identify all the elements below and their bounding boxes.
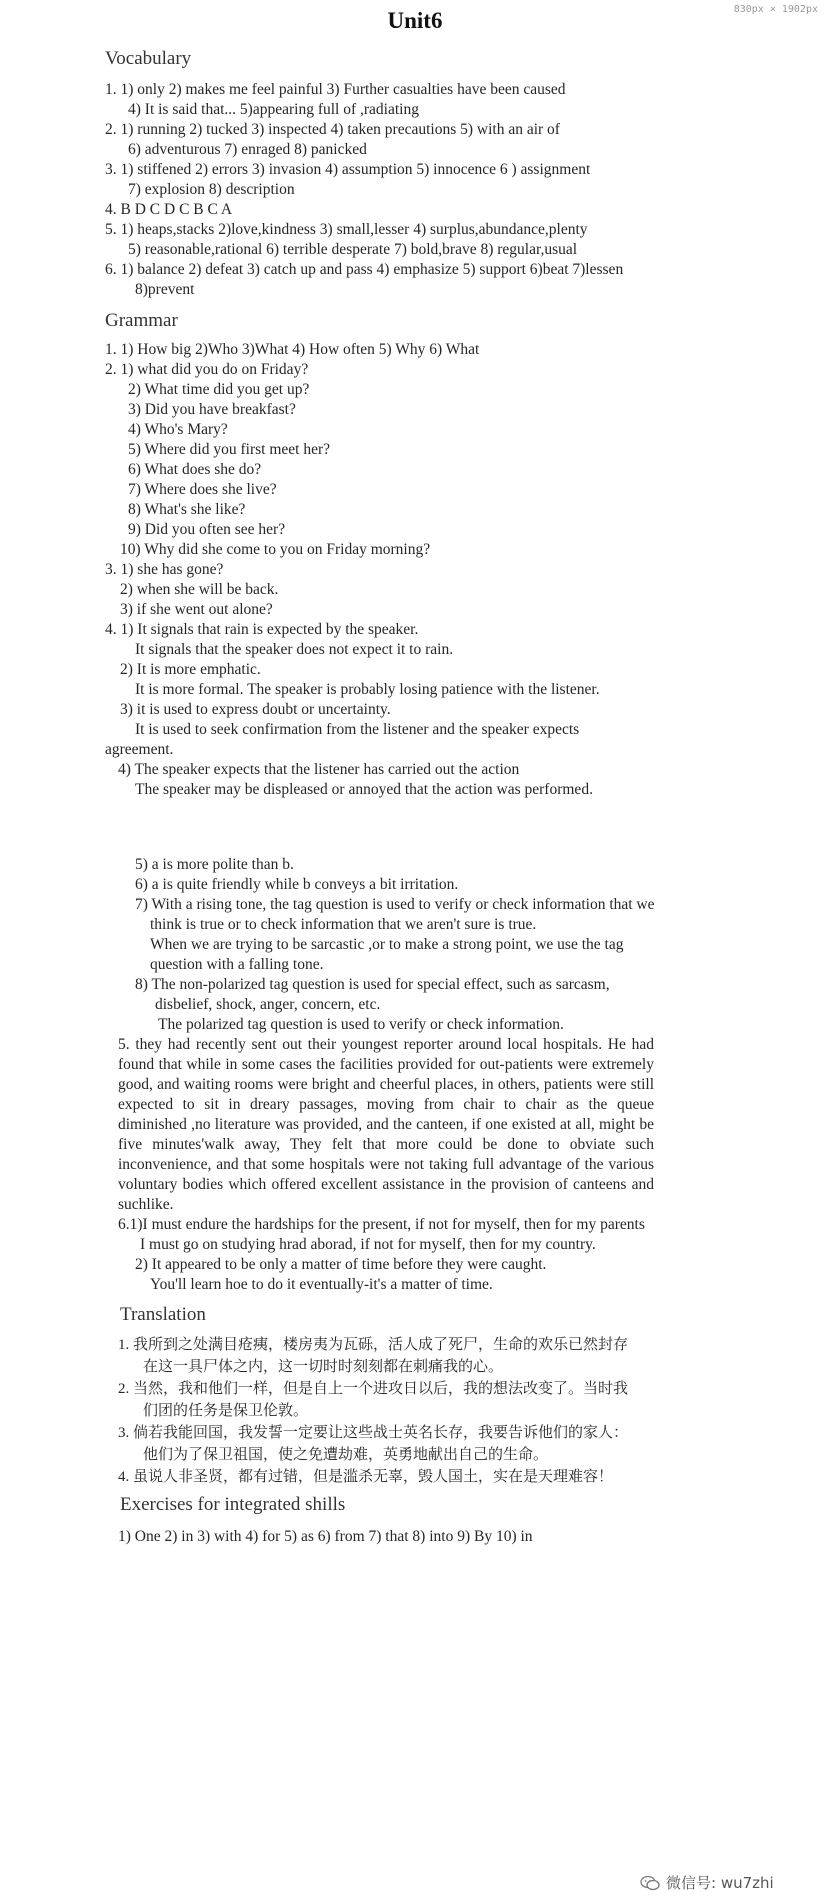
grammar-line: 1. 1) How big 2)Who 3)What 4) How often 5) Why 6) What [105, 341, 480, 358]
grammar-line: 4. 1) It signals that rain is expected by the speaker. [105, 621, 419, 638]
translation-line: 他们为了保卫祖国，使之免遭劫难，英勇地献出自己的生命。 [143, 1447, 549, 1463]
translation-line: 2. 当然，我和他们一样，但是自上一个进攻日以后，我的想法改变了。当时我 [118, 1381, 629, 1397]
grammar-line: 4) Who's Mary? [128, 421, 228, 438]
translation-line: 4. 虽说人非圣贤，都有过错，但是滥杀无辜，毁人国土，实在是天理难容！ [118, 1469, 614, 1485]
grammar-line: 2) What time did you get up? [128, 381, 310, 398]
grammar-line: 6) What does she do? [128, 461, 262, 478]
page-title: Unit6 [387, 8, 443, 33]
grammar-line: 7) With a rising tone, the tag question is used to verify or check information that we [135, 896, 655, 913]
grammar-line: 2) It appeared to be only a matter of time before they were caught. [135, 1256, 547, 1273]
paragraph-line: found that while in some cases the facilities provided for out-patients were extremely [118, 1056, 654, 1073]
paragraph-line: inconvenience, and that some hospitals were not taking full advantage of the various [118, 1156, 654, 1173]
grammar-line: 5) a is more polite than b. [135, 856, 294, 873]
vocab-line: 5) reasonable,rational 6) terrible desperate 7) bold,brave 8) regular,usual [128, 241, 578, 258]
grammar-line: 3) it is used to express doubt or uncertainty. [120, 701, 391, 718]
grammar-line: 3. 1) she has gone? [105, 561, 224, 578]
grammar-line: It is used to seek confirmation from the listener and the speaker expects [135, 721, 580, 738]
vocab-line: 6. 1) balance 2) defeat 3) catch up and pass 4) emphasize 5) support 6)beat 7)lessen [105, 261, 624, 278]
dimension-label: 830px × 1902px [733, 4, 818, 15]
vocab-line: 4. B D C D C B C A [105, 201, 233, 218]
grammar-line: 9) Did you often see her? [128, 521, 286, 538]
grammar-line: 8) The non-polarized tag question is used for special effect, such as sarcasm, [135, 976, 610, 993]
exercise-line: 1) One 2) in 3) with 4) for 5) as 6) from 7) that 8) into 9) By 10) in [118, 1528, 533, 1545]
translation-line: 在这一具尸体之内，这一切时时刻刻都在刺痛我的心。 [143, 1359, 504, 1375]
grammar-line: 5) Where did you first meet her? [128, 441, 330, 458]
paragraph-line: suchlike. [118, 1196, 174, 1213]
vocab-line: 8)prevent [135, 281, 195, 298]
grammar-line: It is more formal. The speaker is probably losing patience with the listener. [135, 681, 600, 698]
grammar-line: The speaker may be displeased or annoyed that the action was performed. [135, 781, 593, 798]
grammar-line: agreement. [105, 741, 174, 758]
watermark-label: 微信号: wu7zhi [666, 1874, 774, 1892]
paragraph-line: voluntary bodies which offered excellent assistance in the provision of canteens and [118, 1176, 654, 1193]
grammar-line: 2. 1) what did you do on Friday? [105, 361, 309, 378]
vocab-line: 2. 1) running 2) tucked 3) inspected 4) taken precautions 5) with an air of [105, 121, 560, 138]
grammar-line: 3) if she went out alone? [120, 601, 273, 618]
paragraph-line: good, and waiting rooms were bright and cheerful places, in others, patients were still [118, 1076, 654, 1093]
section-heading-grammar: Grammar [105, 310, 178, 331]
grammar-line: It signals that the speaker does not expect it to rain. [135, 641, 454, 658]
vocab-line: 3. 1) stiffened 2) errors 3) invasion 4) assumption 5) innocence 6 ) assignment [105, 161, 591, 178]
grammar-line: question with a falling tone. [150, 956, 324, 973]
grammar-line: disbelief, shock, anger, concern, etc. [155, 996, 381, 1013]
vocab-line: 1. 1) only 2) makes me feel painful 3) Further casualties have been caused [105, 81, 566, 98]
section-heading-translation: Translation [120, 1304, 206, 1325]
section-heading-exercises: Exercises for integrated shills [120, 1494, 346, 1515]
vocab-line: 7) explosion 8) description [128, 181, 295, 198]
grammar-line: When we are trying to be sarcastic ,or to make a strong point, we use the tag [150, 936, 624, 953]
translation-line: 3. 倘若我能回国，我发誓一定要让这些战士英名长存，我要告诉他们的家人： [118, 1425, 629, 1441]
grammar-line: 2) when she will be back. [120, 581, 279, 598]
grammar-line: 4) The speaker expects that the listener has carried out the action [118, 761, 520, 778]
wechat-icon [640, 1875, 660, 1891]
section-heading-vocabulary: Vocabulary [105, 48, 192, 69]
grammar-line: 6) a is quite friendly while b conveys a bit irritation. [135, 876, 459, 893]
grammar-line: 8) What's she like? [128, 501, 246, 518]
grammar-line: 7) Where does she live? [128, 481, 277, 498]
grammar-line: I must go on studying hrad aborad, if not for myself, then for my country. [140, 1236, 596, 1253]
grammar-line: think is true or to check information that we aren't sure is true. [150, 916, 537, 933]
watermark [640, 1872, 774, 1893]
grammar-line: 6.1)I must endure the hardships for the present, if not for myself, then for my parents [118, 1216, 645, 1233]
vocab-line: 5. 1) heaps,stacks 2)love,kindness 3) small,lesser 4) surplus,abundance,plenty [105, 221, 588, 238]
vocab-line: 6) adventurous 7) enraged 8) panicked [128, 141, 367, 158]
grammar-line: The polarized tag question is used to verify or check information. [158, 1016, 564, 1033]
paragraph-line: expected to sit in dreary passages, moving from chair to chair as the queue [118, 1096, 654, 1113]
translation-line: 1. 我所到之处满目疮痍，楼房夷为瓦砾，活人成了死尸，生命的欢乐已然封存 [118, 1337, 629, 1353]
grammar-line: 3) Did you have breakfast? [128, 401, 296, 418]
grammar-line: You'll learn hoe to do it eventually-it's a matter of time. [150, 1276, 493, 1293]
paragraph-line: five minutes'walk away, They felt that more could be done to obviate such [118, 1136, 654, 1153]
grammar-line: 2) It is more emphatic. [120, 661, 261, 678]
paragraph-line: diminished ,no literature was provided, and the canteen, if one existed at all, might be [118, 1116, 654, 1133]
paragraph-line: 5. they had recently sent out their youngest reporter around local hospitals. He had [118, 1036, 654, 1053]
translation-line: 们团的任务是保卫伦敦。 [143, 1403, 309, 1419]
vocab-line: 4) It is said that... 5)appearing full of ,radiating [128, 101, 419, 118]
grammar-line: 10) Why did she come to you on Friday morning? [120, 541, 431, 558]
